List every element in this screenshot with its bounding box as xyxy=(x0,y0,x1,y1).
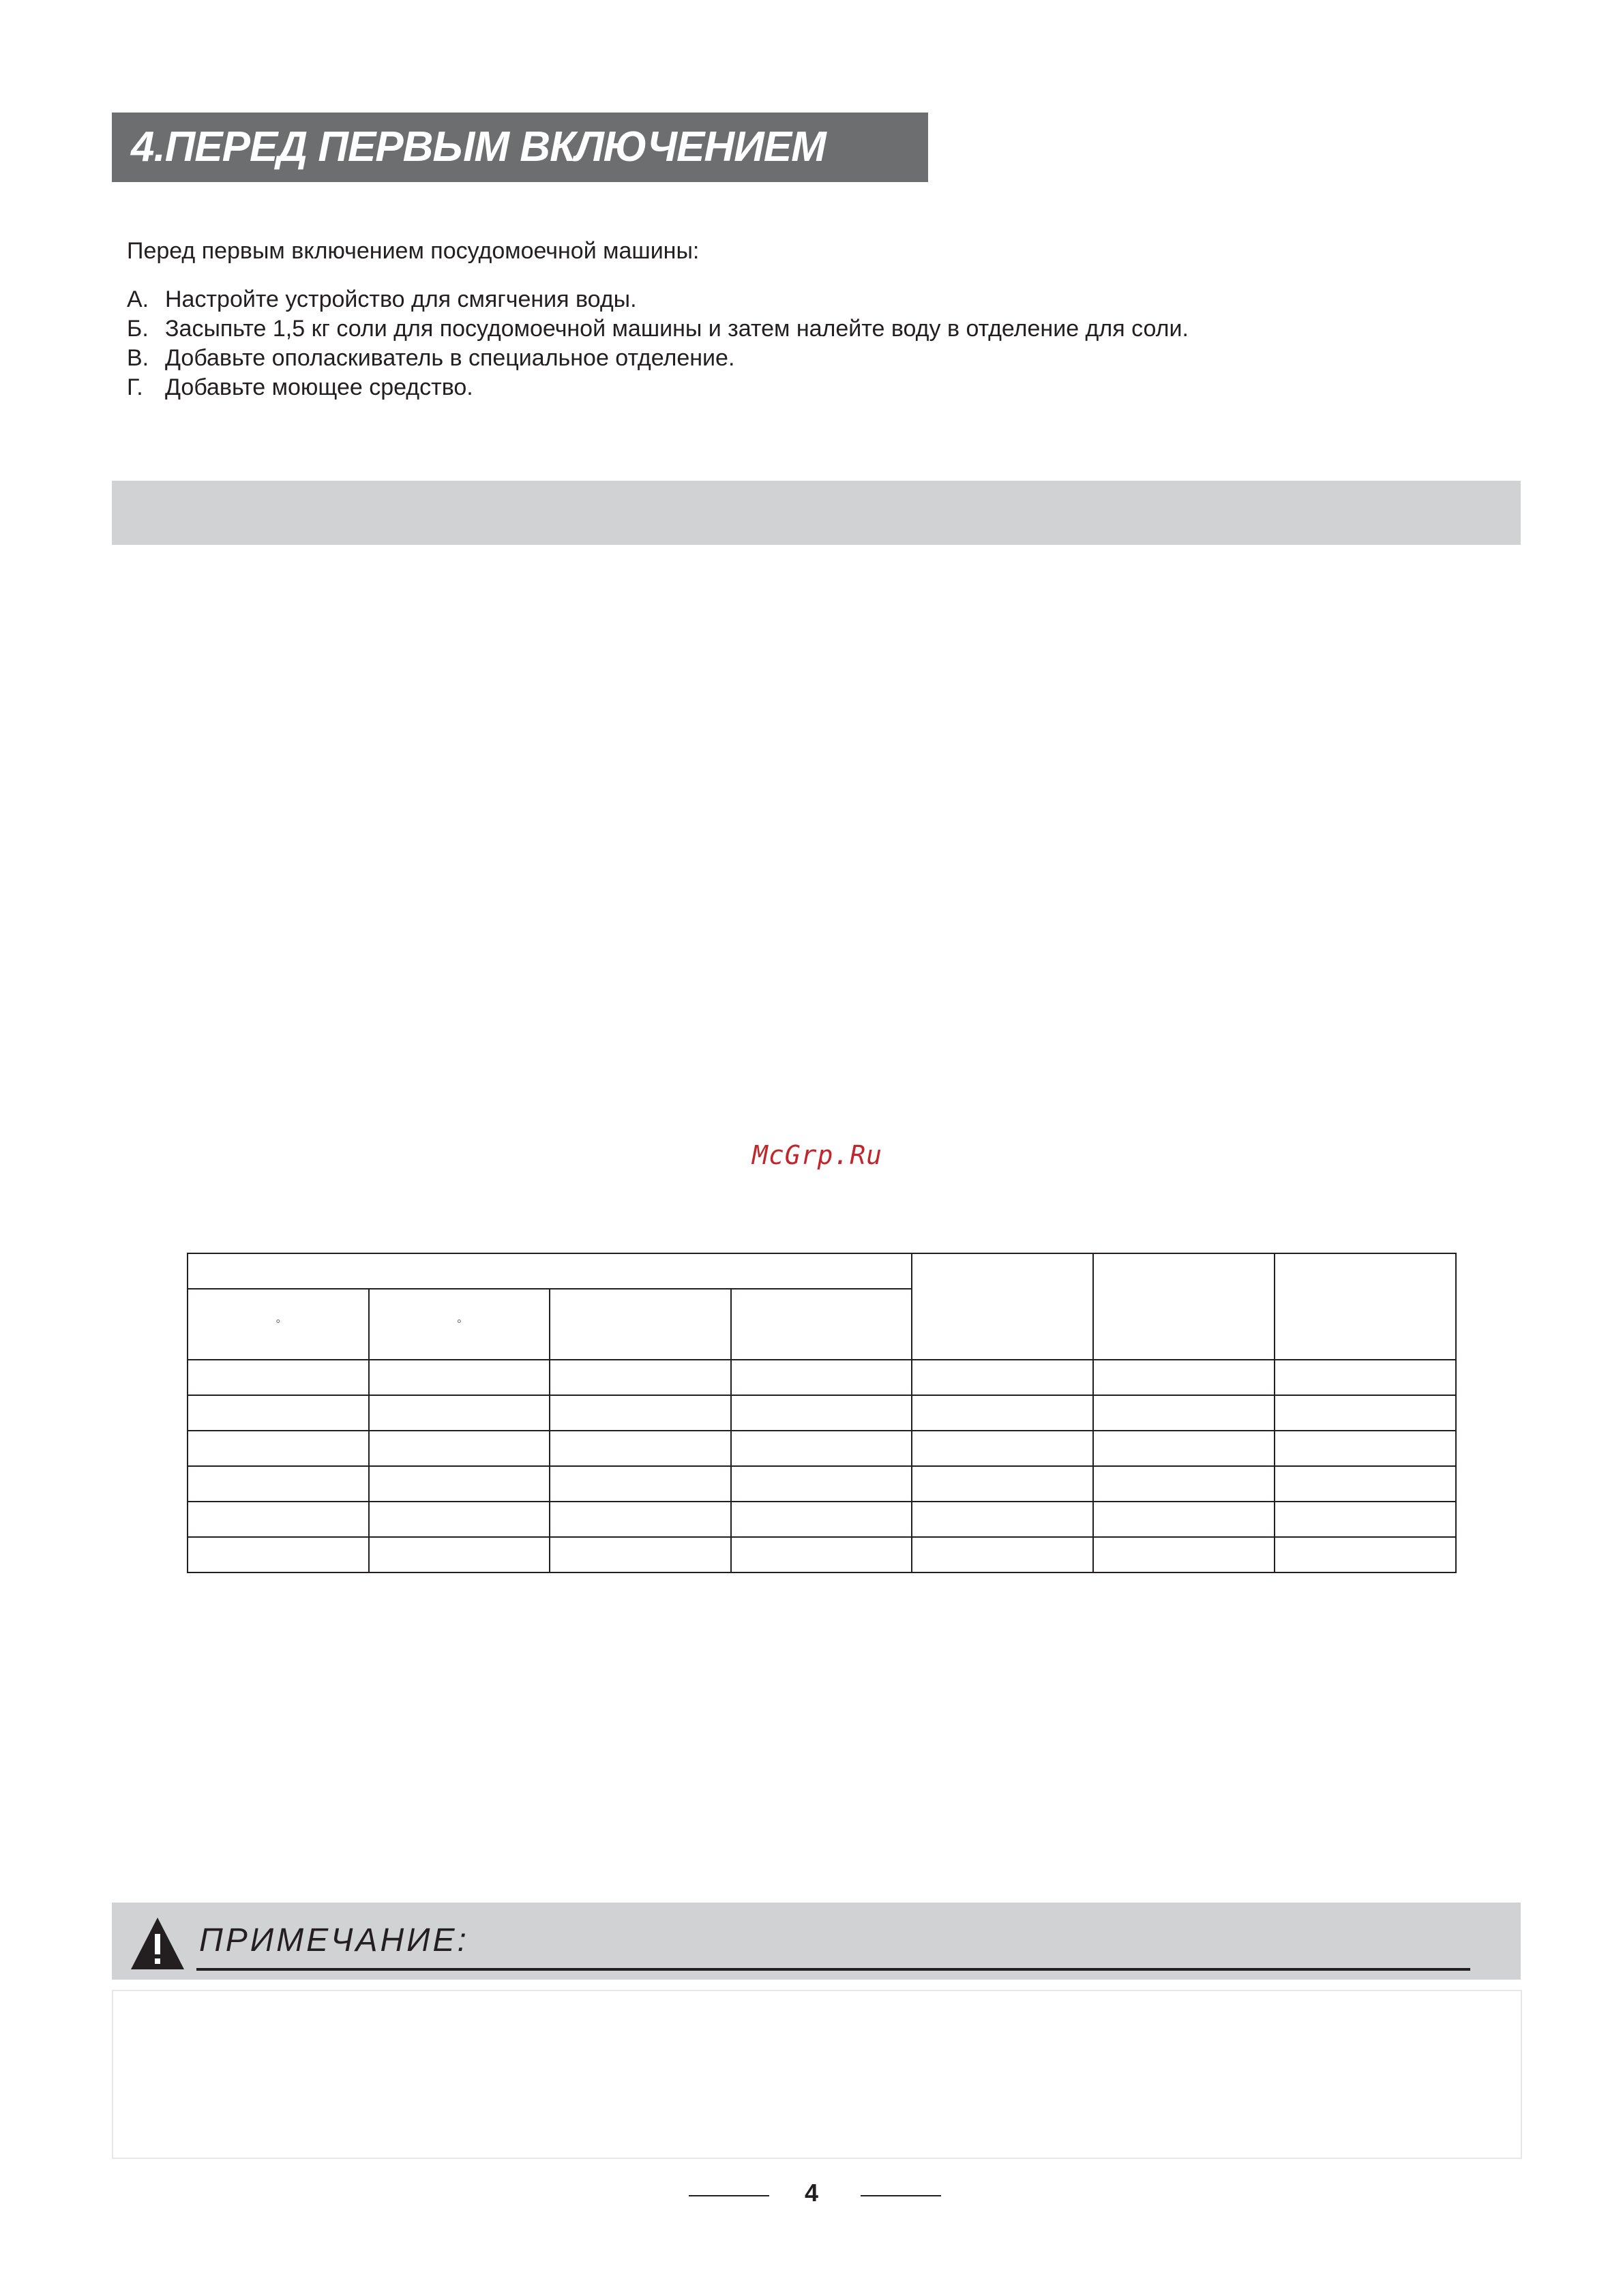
note-header xyxy=(112,1903,1521,1980)
table-header-cell xyxy=(912,1253,1093,1360)
table-cell xyxy=(550,1466,731,1502)
table-cell xyxy=(550,1395,731,1431)
table-cell xyxy=(369,1431,550,1466)
table-cell xyxy=(731,1431,912,1466)
warning-icon xyxy=(130,1916,185,1971)
table-cell xyxy=(369,1360,550,1395)
list-item xyxy=(127,373,1189,402)
table-row xyxy=(188,1431,1456,1466)
note-body xyxy=(112,1990,1522,2159)
table-cell xyxy=(1275,1502,1456,1537)
table-cell xyxy=(550,1360,731,1395)
table-cell xyxy=(731,1360,912,1395)
table-cell xyxy=(1275,1431,1456,1466)
table-cell xyxy=(731,1395,912,1431)
table-cell xyxy=(912,1466,1093,1502)
section-title: 4.ПЕРЕД ПЕРВЫМ ВКЛЮЧЕНИЕМ xyxy=(131,123,826,170)
table-cell xyxy=(1093,1431,1275,1466)
table-cell xyxy=(731,1502,912,1537)
note-divider xyxy=(196,1968,1470,1971)
table-header-cell xyxy=(369,1289,550,1360)
table-cell xyxy=(731,1537,912,1572)
table-cell xyxy=(912,1360,1093,1395)
step-marker: А. xyxy=(127,286,149,312)
table-header-cell xyxy=(731,1289,912,1360)
table-cell xyxy=(1275,1395,1456,1431)
table-cell xyxy=(188,1431,369,1466)
footer-rule-right xyxy=(861,2195,941,2196)
table-cell xyxy=(369,1537,550,1572)
watermark: McGrp.Ru xyxy=(752,1140,883,1170)
table-cell xyxy=(550,1431,731,1466)
table-cell xyxy=(912,1431,1093,1466)
table-cell xyxy=(1093,1537,1275,1572)
table-header-cell xyxy=(1093,1253,1275,1360)
intro-text: Перед первым включением посудомоечной машины: xyxy=(127,238,700,264)
table-cell xyxy=(369,1466,550,1502)
step-marker: Г. xyxy=(127,374,143,400)
step-text: Добавьте ополаскиватель в специальное отделение. xyxy=(165,345,735,371)
table-cell xyxy=(188,1502,369,1537)
table-row xyxy=(188,1395,1456,1431)
table-row xyxy=(188,1360,1456,1395)
table-cell xyxy=(188,1360,369,1395)
table-cell xyxy=(1093,1502,1275,1537)
table-cell xyxy=(1275,1537,1456,1572)
step-text: Добавьте моющее средство. xyxy=(165,374,473,400)
table-cell xyxy=(188,1537,369,1572)
steps-list xyxy=(127,285,1189,402)
water-hardness-table xyxy=(187,1253,1457,1573)
section-title-bar xyxy=(112,113,928,182)
table-cell xyxy=(912,1395,1093,1431)
table-header-row xyxy=(188,1253,1456,1289)
step-text: Засыпьте 1,5 кг соли для посудомоечной машины и затем налейте воду в отделение для соли. xyxy=(165,316,1189,342)
degree-mark: ° xyxy=(456,1317,462,1331)
table-header-cell xyxy=(550,1289,731,1360)
page-number: 4 xyxy=(804,2179,819,2207)
table-cell xyxy=(1093,1466,1275,1502)
table-cell xyxy=(369,1395,550,1431)
table-cell xyxy=(912,1537,1093,1572)
table-cell xyxy=(912,1502,1093,1537)
table-row xyxy=(188,1466,1456,1502)
table-cell xyxy=(188,1395,369,1431)
table-cell xyxy=(369,1502,550,1537)
subsection-header-band xyxy=(112,481,1521,545)
list-item xyxy=(127,344,1189,373)
table-row xyxy=(188,1537,1456,1572)
step-text: Настройте устройство для смягчения воды. xyxy=(165,286,637,312)
table-cell xyxy=(1275,1360,1456,1395)
table-cell xyxy=(188,1466,369,1502)
table-cell xyxy=(1093,1360,1275,1395)
table-cell xyxy=(550,1502,731,1537)
degree-mark: ° xyxy=(276,1317,281,1331)
step-marker: В. xyxy=(127,345,149,371)
table-cell xyxy=(731,1466,912,1502)
note-title: ПРИМЕЧАНИЕ: xyxy=(199,1922,469,1958)
footer-rule-left xyxy=(689,2195,769,2196)
table-row xyxy=(188,1502,1456,1537)
table-header-cell xyxy=(188,1289,369,1360)
list-item xyxy=(127,314,1189,344)
step-marker: Б. xyxy=(127,316,149,342)
table-cell xyxy=(1093,1395,1275,1431)
table-header-cell xyxy=(188,1253,912,1289)
table-cell xyxy=(1275,1466,1456,1502)
list-item xyxy=(127,285,1189,314)
table-cell xyxy=(550,1537,731,1572)
table-header-cell xyxy=(1275,1253,1456,1360)
